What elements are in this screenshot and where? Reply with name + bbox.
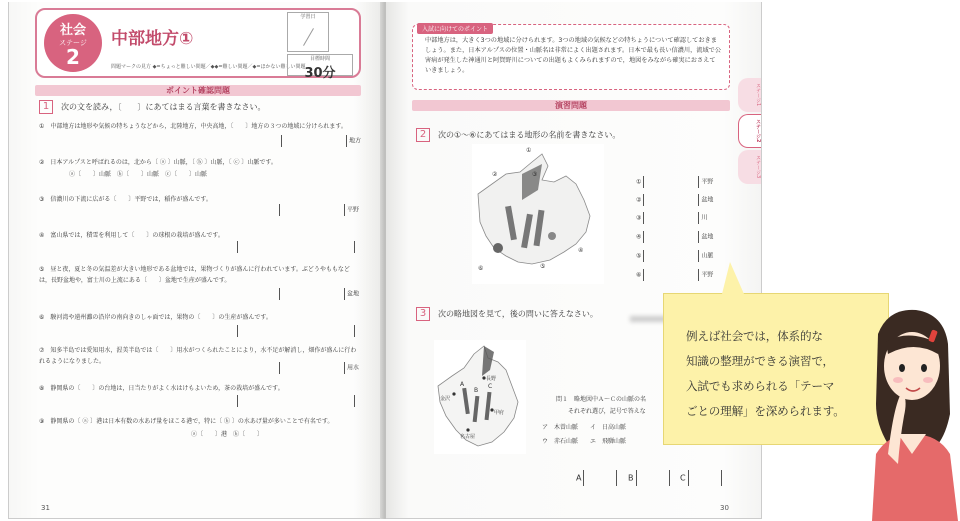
list-item bbox=[39, 264, 361, 286]
side-tab-stage-3[interactable]: ステージ3 bbox=[738, 150, 762, 184]
item-text: 静岡県の〔 ⓐ 〕港は日本有数の水あげ量をほこる港で，特に〔 ⓑ 〕の水あげ量が多いことで有名です。 bbox=[50, 418, 334, 425]
map-letter: C bbox=[488, 383, 493, 390]
item-text: 静岡県の〔 〕の台地は，日当たりがよく水はけもよいため，茶の栽培が盛んです。 bbox=[50, 385, 284, 392]
stage-label: ステージ bbox=[59, 39, 87, 47]
map-letter: B bbox=[474, 387, 479, 394]
item-text: 中部地方は地形や気候の特ちょうなどから，北陸地方，中央高地，〔 〕地方の３つの地域に分けられます。 bbox=[50, 123, 347, 130]
map-city-label: 名古屋 bbox=[460, 434, 476, 440]
item-number: ① bbox=[39, 123, 45, 130]
answer-field[interactable] bbox=[279, 135, 361, 147]
q3-answer-c[interactable] bbox=[680, 470, 724, 486]
q3-choices-row1: ア 木曽山脈 イ 日高山脈 bbox=[542, 424, 627, 431]
question-3-text: 次の略地図を見て，後の問いに答えなさい。 bbox=[438, 309, 598, 319]
exam-point-text: 中部地方は，大きく3つの地域に分けられます。3つの地域の気候などの特ちょうについて確認しておきましょう。また，日本アルプスの位置・山脈名は非常によく出題されます。日本で最も長い信濃川，流域で公害病が発生した神通川と阿賀野川についての出題もよくみられますので，地図をみながら確実におさえていきましょう。 bbox=[425, 37, 722, 74]
study-date-label: 学習日 bbox=[300, 14, 316, 20]
question-3-heading bbox=[416, 307, 598, 321]
map-city-label: 金沢 bbox=[440, 396, 451, 402]
map-letter: A bbox=[460, 381, 465, 388]
answer-suffix: 川 bbox=[701, 214, 708, 222]
callout-text bbox=[686, 324, 876, 424]
stage-side-tabs bbox=[738, 78, 762, 186]
map-label: ② bbox=[492, 171, 498, 178]
q3-sub-question-line2: それぞれ選び，記号で答えな bbox=[568, 408, 646, 415]
list-item bbox=[39, 121, 361, 132]
chapter-title: 中部地方① bbox=[111, 29, 194, 49]
item-number: ⑤ bbox=[39, 266, 45, 273]
map-city-label: 甲府 bbox=[494, 410, 505, 416]
item-number: ⑧ bbox=[39, 385, 45, 392]
item-number: ⑨ bbox=[39, 418, 45, 425]
chapter-header bbox=[35, 8, 361, 81]
answer-field[interactable] bbox=[235, 241, 357, 253]
exam-point-box bbox=[412, 24, 730, 90]
q2-answer-2[interactable] bbox=[636, 194, 713, 206]
page-number-right: 30 bbox=[720, 504, 729, 512]
item-text: 駿河湾や遠州灘の沿岸の南向きのしゃ面では，果物の〔 〕の生産が盛んです。 bbox=[50, 314, 272, 321]
answer-label: C bbox=[680, 473, 686, 483]
chubu-sketch-map bbox=[434, 340, 526, 454]
item-number: ⑥ bbox=[39, 314, 45, 321]
question-1-text: 次の文を読み，〔 〕にあてはまる言葉を書きなさい。 bbox=[61, 102, 266, 112]
map-label: ③ bbox=[532, 171, 538, 178]
target-time-value: 30分 bbox=[304, 66, 336, 81]
q3-answer-a[interactable] bbox=[576, 470, 619, 486]
student-illustration bbox=[858, 304, 960, 521]
map-city-label: 長野 bbox=[486, 376, 497, 382]
workbook-spread bbox=[8, 2, 762, 519]
map-label: ⑥ bbox=[478, 265, 484, 272]
mark-legend: 問題マークの見方 ◆=ちょっと難しい問題／◆◆=難しい問題／◆=ほかない難しい問題 bbox=[111, 64, 306, 70]
question-2-text: 次の①～⑥にあてはまる地形の名前を書きなさい。 bbox=[438, 130, 621, 140]
answer-label: B bbox=[628, 473, 634, 483]
answer-number: ⑥ bbox=[636, 271, 642, 279]
left-page bbox=[8, 2, 384, 519]
q2-answer-4[interactable] bbox=[636, 231, 713, 243]
stage-badge bbox=[44, 14, 102, 72]
list-item bbox=[39, 383, 361, 394]
map-basin-marker bbox=[493, 243, 503, 253]
answer-number: ④ bbox=[636, 233, 642, 241]
answer-number: ② bbox=[636, 196, 642, 204]
section-bar-practice: 演習問題 bbox=[412, 100, 730, 111]
q3-sub-question: 問１ 略地図中Ａ～Ｃの山脈の名 bbox=[556, 396, 647, 403]
answer-suffix: 山脈 bbox=[701, 252, 714, 260]
answer-suffix: 平野 bbox=[347, 206, 360, 214]
left-eye-icon bbox=[899, 364, 905, 372]
item-text: 昼と夜，夏と冬の気温差が大きい地形である盆地では，果物づくりが盛んに行われています。ぶどうやももなどは，長野盆地や，富士川の上流にある〔 〕盆地で生産が盛んです。 bbox=[39, 266, 350, 284]
side-tab-stage-1[interactable]: ステージ1 bbox=[738, 78, 762, 112]
list-item bbox=[39, 416, 361, 427]
chubu-region-map bbox=[472, 144, 604, 284]
cheek-blush bbox=[893, 377, 903, 383]
answer-field[interactable] bbox=[277, 362, 359, 374]
study-date-box bbox=[287, 12, 329, 52]
answer-suffix: 平野 bbox=[701, 178, 714, 186]
callout-line-1: 例えば社会では，体系的な bbox=[686, 329, 823, 343]
answer-suffix: 地方 bbox=[349, 137, 362, 145]
exam-point-tag: 入試に向けてのポイント bbox=[417, 23, 493, 34]
map-label: ④ bbox=[578, 247, 584, 254]
item-number: ③ bbox=[39, 196, 45, 203]
answer-suffix: 盆地 bbox=[347, 290, 360, 298]
answer-field[interactable] bbox=[235, 325, 357, 337]
map-basin-marker bbox=[548, 232, 556, 240]
map-label: ⑤ bbox=[540, 263, 546, 270]
city-marker bbox=[452, 392, 455, 395]
answer-suffix: 盆地 bbox=[701, 196, 714, 204]
callout-line-2: 知識の整理ができる演習で， bbox=[686, 354, 834, 368]
q2-answer-3[interactable] bbox=[636, 212, 707, 224]
answer-field[interactable] bbox=[235, 395, 357, 407]
answer-suffix: 盆地 bbox=[701, 233, 714, 241]
list-item bbox=[39, 312, 361, 323]
answer-suffix: 用水 bbox=[347, 364, 360, 372]
map-label: ① bbox=[526, 147, 532, 154]
cheek-blush bbox=[923, 377, 933, 383]
date-divider bbox=[303, 28, 314, 46]
target-time-box bbox=[287, 54, 353, 81]
question-2-number: 2 bbox=[416, 128, 430, 142]
answer-label: A bbox=[576, 473, 582, 483]
item-number: ⑦ bbox=[39, 347, 45, 354]
section-bar-point-check: ポイント確認問題 bbox=[35, 85, 361, 96]
item-text: 信濃川の下流に広がる〔 〕平野では，稲作が盛んです。 bbox=[50, 196, 212, 203]
callout-line-4: ごとの理解」を深められます。 bbox=[686, 404, 845, 418]
right-eye-icon bbox=[921, 364, 927, 372]
stage-number: 2 bbox=[66, 45, 80, 69]
item-text: 日本アルプスと呼ばれるのは，北から〔 ⓐ 〕山脈，〔 ⓑ 〕山脈，〔 ⓒ 〕山脈です。 bbox=[50, 159, 277, 166]
callout-tail bbox=[722, 262, 744, 294]
target-time-label: 目標時間 bbox=[309, 56, 330, 62]
answer-number: ① bbox=[636, 178, 642, 186]
q2-answer-5[interactable] bbox=[636, 250, 713, 262]
page-number-left: 31 bbox=[41, 504, 50, 512]
question-1-number: 1 bbox=[39, 100, 53, 114]
q2-answer-6[interactable] bbox=[636, 269, 713, 281]
q2-answer-1[interactable] bbox=[636, 176, 713, 188]
q3-answer-b[interactable] bbox=[628, 470, 672, 486]
callout-line-3: 入試でも求められる「テーマ bbox=[686, 379, 835, 393]
list-item bbox=[39, 230, 361, 241]
answer-field[interactable] bbox=[277, 288, 359, 300]
city-marker bbox=[466, 428, 469, 431]
answer-suffix: 平野 bbox=[701, 271, 714, 279]
answer-field[interactable]: ⓐ〔 〕港 ⓑ〔 〕 bbox=[191, 431, 264, 438]
question-2-heading bbox=[416, 128, 620, 142]
side-tab-stage-2[interactable]: ステージ2 bbox=[738, 114, 762, 148]
answer-number: ③ bbox=[636, 214, 642, 222]
answer-number: ⑤ bbox=[636, 252, 642, 260]
item-text: 知多半島では愛知用水，渥美半島では〔 〕用水がつくられたことにより，水不足が解消し，畑作が盛んに行われるようになりました。 bbox=[39, 347, 357, 365]
question-3-number: 3 bbox=[416, 307, 430, 321]
answer-field[interactable] bbox=[277, 204, 359, 216]
callout-box bbox=[663, 293, 889, 445]
subject-label: 社会 bbox=[59, 23, 86, 38]
item-number: ④ bbox=[39, 232, 45, 239]
list-item bbox=[39, 157, 361, 168]
item-number: ② bbox=[39, 159, 45, 166]
q3-choices-row2: ウ 赤石山脈 エ 飛騨山脈 bbox=[542, 438, 627, 445]
item-text: 富山県では，積雪を利用して〔 〕の球根の栽培が盛んです。 bbox=[50, 232, 224, 239]
answer-field[interactable]: ⓐ〔 〕山脈 ⓑ〔 〕山脈 ⓒ〔 〕山脈 bbox=[69, 171, 208, 178]
question-1-heading bbox=[39, 100, 265, 114]
